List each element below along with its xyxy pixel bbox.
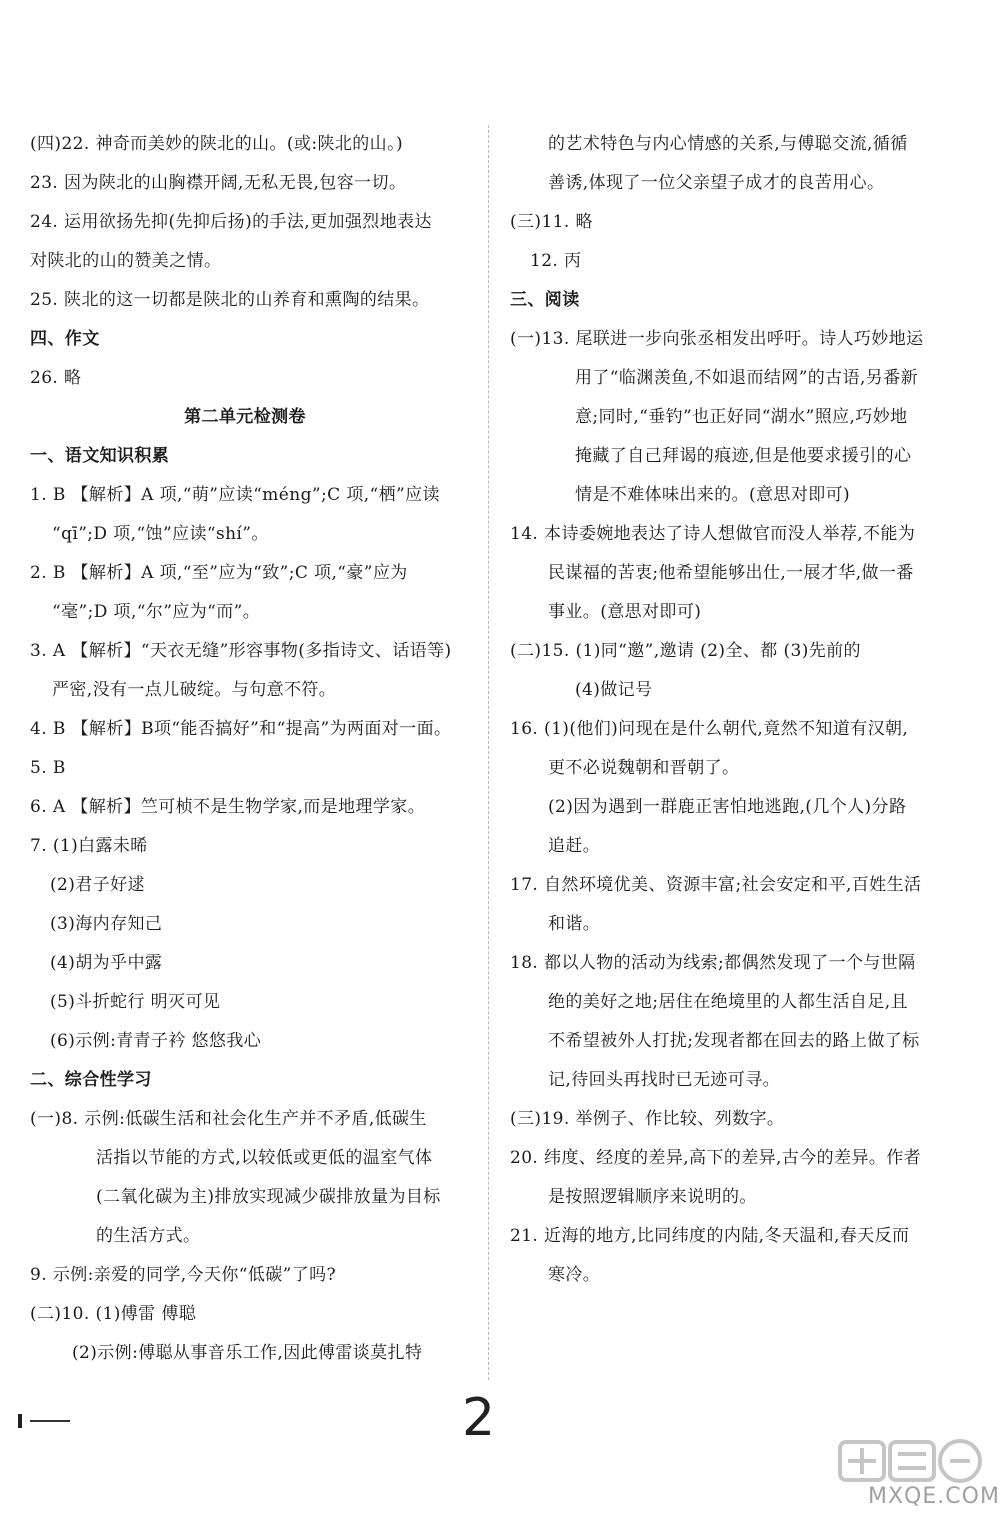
answer-line: 14. 本诗委婉地表达了诗人想做官而没人举荐,不能为	[510, 524, 916, 544]
answer-line: 意;同时,“垂钓”也正好同“湖水”照应,巧妙地	[575, 407, 908, 427]
answer-line: (3)海内存知己	[50, 914, 163, 934]
column-divider	[488, 125, 489, 1380]
answer-line: 9. 示例:亲爱的同学,今天你“低碳”了吗?	[30, 1265, 337, 1285]
answer-line: 追赶。	[548, 836, 601, 856]
answer-line: (三)11. 略	[510, 212, 593, 232]
answer-line: 7. (1)白露未晞	[30, 836, 148, 856]
answer-line: (4)做记号	[575, 680, 653, 700]
answer-line: (二氧化碳为主)排放实现减少碳排放量为目标	[96, 1187, 441, 1207]
answer-line: 16. (1)(他们)问现在是什么朝代,竟然不知道有汉朝,	[510, 719, 909, 739]
section-heading: 二、综合性学习	[30, 1070, 152, 1090]
answer-line: 20. 纬度、经度的差异,高下的差异,古今的差异。作者	[510, 1148, 922, 1168]
exam-title: 第二单元检测卷	[184, 407, 306, 427]
answer-line: 善诱,体现了一位父亲望子成才的良苦用心。	[548, 173, 885, 193]
answer-line: “qī”;D 项,“蚀”应读“shí”。	[52, 524, 269, 544]
answer-line: 18. 都以人物的活动为线索;都偶然发现了一个与世隔	[510, 953, 916, 973]
answer-line: 24. 运用欲扬先抑(先抑后扬)的手法,更加强烈地表达	[30, 212, 432, 232]
answer-line: 4. B 【解析】B项“能否搞好”和“提高”为两面对一面。	[30, 719, 452, 739]
answer-line: 是按照逻辑顺序来说明的。	[548, 1187, 757, 1207]
answer-line: (4)胡为乎中露	[50, 953, 163, 973]
page-number: 2	[462, 1388, 496, 1448]
answer-line: (2)因为遇到一群鹿正害怕地逃跑,(几个人)分路	[548, 797, 907, 817]
watermark-text: MXQE.COM	[868, 1484, 1000, 1509]
answer-line: 的生活方式。	[96, 1226, 201, 1246]
answer-line: (2)示例:傅聪从事音乐工作,因此傅雷谈莫扎特	[72, 1343, 423, 1363]
answer-line: (2)君子好逑	[50, 875, 145, 895]
answer-line: 12. 丙	[530, 251, 582, 271]
answer-line: (5)斗折蛇行 明灭可见	[50, 992, 221, 1012]
answer-line: 17. 自然环境优美、资源丰富;社会安定和平,百姓生活	[510, 875, 922, 895]
answer-line: 的艺术特色与内心情感的关系,与傅聪交流,循循	[548, 134, 908, 154]
answer-line: (一)13. 尾联进一步向张丞相发出呼吁。诗人巧妙地运	[510, 329, 924, 349]
answer-line: 更不必说魏朝和晋朝了。	[548, 758, 740, 778]
answer-line: 不希望被外人打扰;发现者都在回去的路上做了标	[548, 1031, 920, 1051]
section-heading: 三、阅读	[510, 290, 580, 310]
margin-mark	[18, 1414, 22, 1428]
answer-line: 记,待回头再找时已无迹可寻。	[548, 1070, 781, 1090]
answer-line: 掩藏了自己拜谒的痕迹,但是他要求援引的心	[575, 446, 912, 466]
answer-line: (二)10. (1)傅雷 傅聪	[30, 1304, 197, 1324]
answer-line: 3. A 【解析】“天衣无缝”形容事物(多指诗文、话语等)	[30, 641, 452, 661]
answer-line: 绝的美好之地;居住在绝境里的人都生活自足,且	[548, 992, 908, 1012]
answer-line: 和谐。	[548, 914, 601, 934]
answer-line: 26. 略	[30, 368, 82, 388]
answer-line: 民谋福的苦衷;他希望能够出仕,一展才华,做一番	[548, 563, 914, 583]
section-heading: 一、语文知识积累	[30, 446, 170, 466]
answer-line: 2. B 【解析】A 项,“至”应为“致”;C 项,“豪”应为	[30, 563, 408, 583]
answer-line: 1. B 【解析】A 项,“萌”应读“méng”;C 项,“栖”应读	[30, 485, 440, 505]
answer-line: 23. 因为陕北的山胸襟开阔,无私无畏,包容一切。	[30, 173, 407, 193]
answer-line: 5. B	[30, 758, 66, 778]
section-heading: 四、作文	[30, 329, 100, 349]
answer-line: 寒冷。	[548, 1265, 601, 1285]
answer-line: 对陕北的山的赞美之情。	[30, 251, 222, 271]
answer-line: 事业。(意思对即可)	[548, 602, 702, 622]
answer-line: “毫”;D 项,“尔”应为“而”。	[52, 602, 261, 622]
answer-line: (三)19. 举例子、作比较、列数字。	[510, 1109, 785, 1129]
footer-rule	[30, 1420, 70, 1422]
answer-line: 25. 陕北的这一切都是陕北的山养育和熏陶的结果。	[30, 290, 430, 310]
answer-line: (四)22. 神奇而美妙的陕北的山。(或:陕北的山。)	[30, 134, 403, 154]
answer-line: (一)8. 示例:低碳生活和社会化生产并不矛盾,低碳生	[30, 1109, 427, 1129]
answer-line: 活指以节能的方式,以较低或更低的温室气体	[96, 1148, 433, 1168]
answer-line: (6)示例:青青子衿 悠悠我心	[50, 1031, 262, 1051]
answer-line: 6. A 【解析】竺可桢不是生物学家,而是地理学家。	[30, 797, 426, 817]
answer-line: (二)15. (1)同“邀”,邀请 (2)全、都 (3)先前的	[510, 641, 861, 661]
answer-line: 情是不难体味出来的。(意思对即可)	[575, 485, 851, 505]
watermark-logo	[838, 1436, 988, 1522]
answer-line: 21. 近海的地方,比同纬度的内陆,冬天温和,春天反而	[510, 1226, 910, 1246]
answer-line: 严密,没有一点儿破绽。与句意不符。	[52, 680, 337, 700]
answer-line: 用了“临渊羡鱼,不如退而结网”的古语,另番新	[575, 368, 918, 388]
